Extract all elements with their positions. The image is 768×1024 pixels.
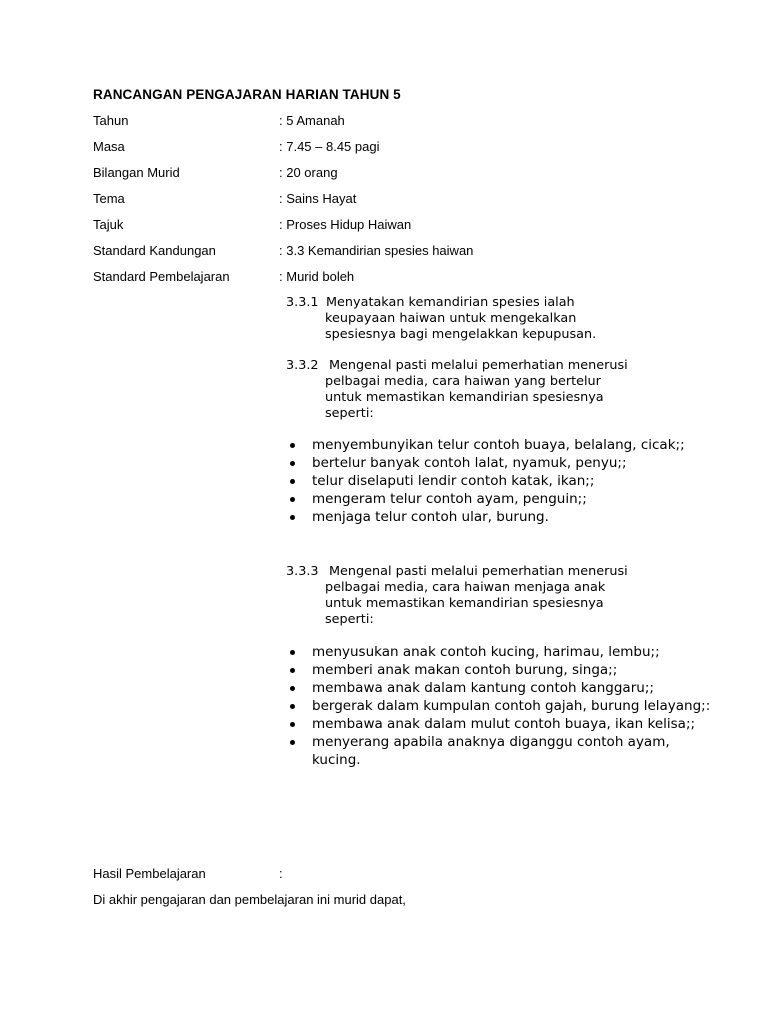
objective-text: seperti: xyxy=(325,406,374,421)
bullet-list-menjaga-anak xyxy=(286,643,712,769)
objective-code: 3.3.2 xyxy=(286,358,319,373)
list-item: mengeram telur contoh ayam, penguin;; xyxy=(286,490,712,508)
list-item: bertelur banyak contoh lalat, nyamuk, penyu;; xyxy=(286,454,712,472)
meta-label: Tahun xyxy=(93,113,129,128)
list-item: menyerang apabila anaknya diganggu contoh ayam, kucing. xyxy=(286,733,712,769)
list-item: menyusukan anak contoh kucing, harimau, lembu;; xyxy=(286,643,712,661)
list-item: membawa anak dalam mulut contoh buaya, ikan kelisa;; xyxy=(286,715,712,733)
objective-text: pelbagai media, cara haiwan menjaga anak xyxy=(325,580,606,595)
objective-text: untuk memastikan kemandirian spesiesnya xyxy=(325,596,604,611)
meta-value: : 20 orang xyxy=(279,165,338,180)
objective-code: 3.3.3 xyxy=(286,564,319,579)
list-item: menyembunyikan telur contoh buaya, belalang, cicak;; xyxy=(286,436,712,454)
hasil-pembelajaran-colon: : xyxy=(279,866,283,881)
meta-label: Masa xyxy=(93,139,125,154)
objective-text: Mengenal pasti melalui pemerhatian menerusi xyxy=(329,358,628,373)
list-item: bergerak dalam kumpulan contoh gajah, burung lelayang;: xyxy=(286,697,712,715)
list-item: menjaga telur contoh ular, burung. xyxy=(286,508,712,526)
meta-label: Tema xyxy=(93,191,125,206)
meta-label: Tajuk xyxy=(93,217,124,232)
objective-text: Mengenal pasti melalui pemerhatian menerusi xyxy=(329,564,628,579)
meta-value: : 3.3 Kemandirian spesies haiwan xyxy=(279,243,473,258)
list-item: membawa anak dalam kantung contoh kanggaru;; xyxy=(286,679,712,697)
meta-value: : 5 Amanah xyxy=(279,113,345,128)
objective-text: pelbagai media, cara haiwan yang bertelur xyxy=(325,374,601,389)
objective-text: seperti: xyxy=(325,612,374,627)
meta-label: Standard Pembelajaran xyxy=(93,269,230,284)
objective-text: Menyatakan kemandirian spesies ialah xyxy=(326,295,575,310)
closing-text: Di akhir pengajaran dan pembelajaran ini murid dapat, xyxy=(93,892,406,907)
hasil-pembelajaran-label: Hasil Pembelajaran xyxy=(93,866,206,881)
objective-text: untuk memastikan kemandirian spesiesnya xyxy=(325,390,604,405)
objective-code: 3.3.1 xyxy=(286,295,319,310)
meta-label: Standard Kandungan xyxy=(93,243,216,258)
list-item: telur diselaputi lendir contoh katak, ikan;; xyxy=(286,472,712,490)
objective-text: spesiesnya bagi mengelakkan kepupusan. xyxy=(325,327,597,342)
meta-label: Bilangan Murid xyxy=(93,165,180,180)
meta-value: : 7.45 – 8.45 pagi xyxy=(279,139,379,154)
meta-value: : Murid boleh xyxy=(279,269,354,284)
list-item: memberi anak makan contoh burung, singa;; xyxy=(286,661,712,679)
meta-value: : Sains Hayat xyxy=(279,191,356,206)
bullet-list-bertelur xyxy=(286,436,712,526)
objective-text: keupayaan haiwan untuk mengekalkan xyxy=(325,311,577,326)
meta-value: : Proses Hidup Haiwan xyxy=(279,217,411,232)
document-title: RANCANGAN PENGAJARAN HARIAN TAHUN 5 xyxy=(93,87,401,102)
